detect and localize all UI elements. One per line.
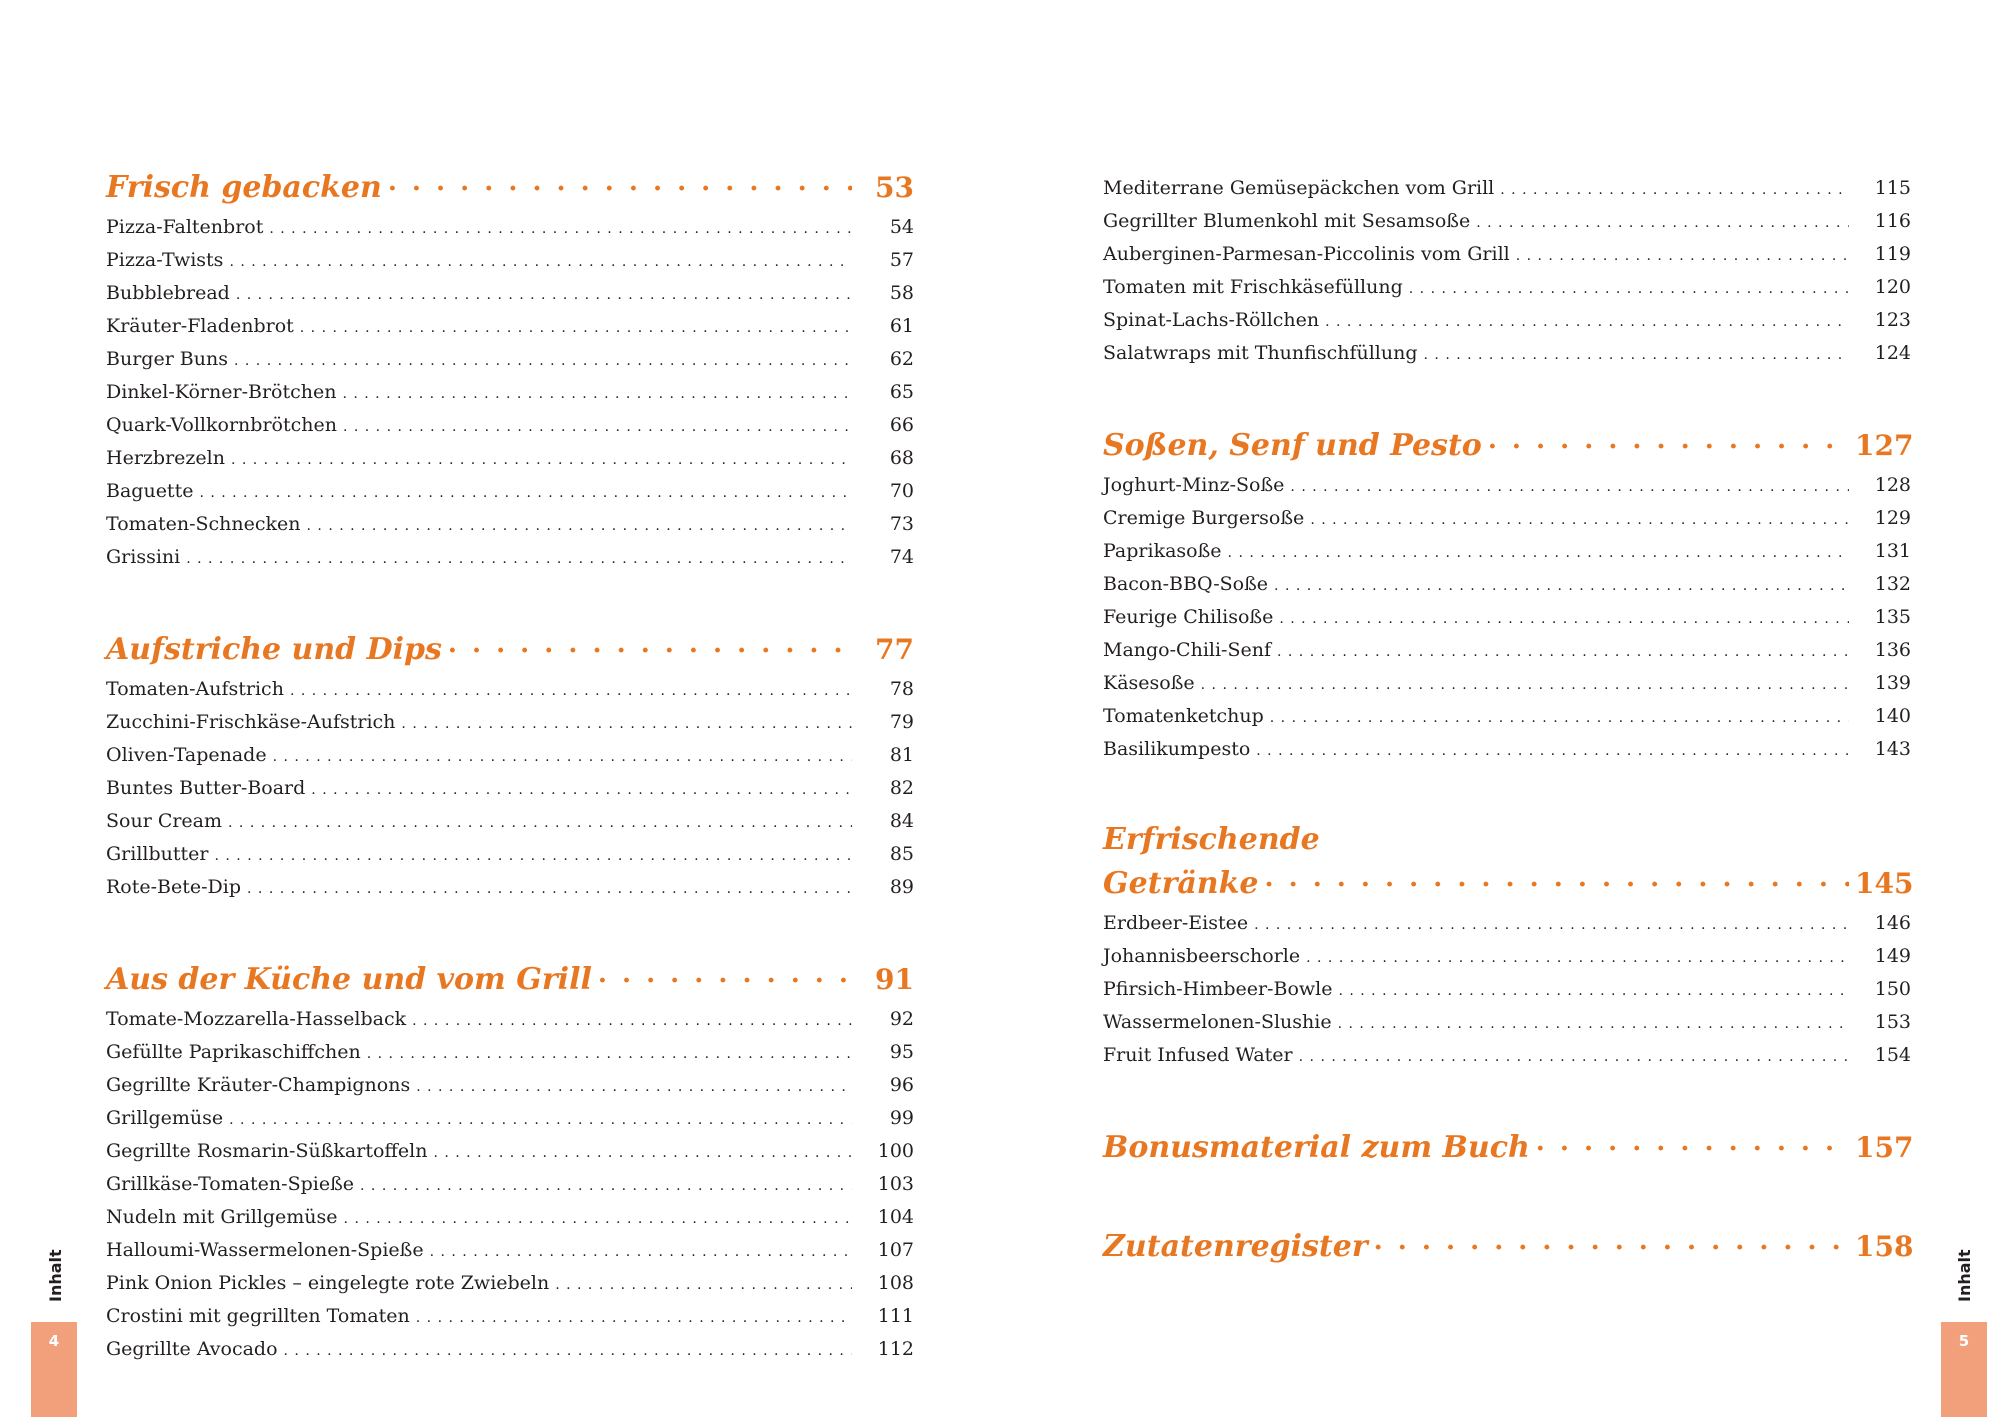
dot-leader	[300, 313, 852, 344]
page-ref: 79	[889, 711, 914, 733]
dot-leader	[1338, 1009, 1849, 1040]
dot-leader	[1265, 862, 1850, 908]
toc-entry[interactable]	[106, 1103, 914, 1136]
page-ref: 158	[1855, 1230, 1914, 1263]
page-ref: 124	[1874, 342, 1911, 364]
entry-title: Zucchini-Frischkäse-Aufstrich	[106, 711, 396, 733]
toc-section	[106, 627, 914, 905]
entry-title: Bubblebread	[106, 282, 230, 304]
entry-title: Crostini mit gegrillten Tomaten	[106, 1305, 410, 1327]
entry-title: Feurige Chilisoße	[1103, 606, 1274, 628]
entry-title: Bacon-BBQ-Soße	[1103, 573, 1269, 595]
dot-leader	[234, 346, 852, 377]
dot-leader	[231, 445, 852, 476]
dot-leader	[229, 247, 852, 278]
page-ref: 57	[889, 249, 914, 271]
toc-entry[interactable]	[1103, 272, 1911, 305]
toc-entry[interactable]	[106, 212, 914, 245]
page-ref: 132	[1874, 573, 1911, 595]
entry-title: Pizza-Twists	[106, 249, 224, 271]
dot-leader	[1270, 703, 1849, 734]
toc-entry[interactable]	[106, 1268, 914, 1301]
toc-entry[interactable]	[106, 1136, 914, 1169]
dot-leader	[360, 1171, 852, 1202]
section-title: Aus der Küche und vom Grill	[106, 962, 592, 997]
page-ref: 85	[889, 843, 914, 865]
dot-leader	[1424, 340, 1849, 371]
page-ref: 128	[1874, 474, 1911, 496]
dot-leader	[269, 214, 852, 245]
page-ref: 111	[877, 1305, 914, 1327]
entry-title: Pfirsich-Himbeer-Bowle	[1103, 978, 1333, 1000]
page-tab-left	[31, 1322, 77, 1417]
dot-leader	[416, 1072, 852, 1103]
entry-title: Tomaten-Schnecken	[106, 513, 301, 535]
section-title: Getränke	[1103, 866, 1259, 901]
page-ref: 140	[1874, 705, 1911, 727]
toc-entry[interactable]	[106, 1301, 914, 1334]
dot-leader	[1228, 538, 1849, 569]
dot-leader	[199, 478, 852, 509]
entry-title: Joghurt-Minz-Soße	[1103, 474, 1285, 496]
page-ref: 103	[877, 1173, 914, 1195]
dot-leader	[1338, 976, 1849, 1007]
dot-leader	[1374, 1225, 1849, 1271]
page-ref: 150	[1874, 978, 1911, 1000]
entry-title: Gefüllte Paprikaschiffchen	[106, 1041, 361, 1063]
toc-entry[interactable]	[106, 1334, 914, 1367]
page-ref: 135	[1874, 606, 1911, 628]
entry-title: Grillbutter	[106, 843, 209, 865]
page-ref: 66	[889, 414, 914, 436]
page-ref: 153	[1874, 1011, 1911, 1033]
entry-title: Gegrillte Rosmarin-Süßkartoffeln	[106, 1140, 428, 1162]
page-ref: 73	[889, 513, 914, 535]
page-ref: 65	[889, 381, 914, 403]
page-ref: 99	[889, 1107, 914, 1129]
toc-entry[interactable]	[1103, 173, 1911, 206]
entry-title: Käsesoße	[1103, 672, 1195, 694]
entry-title: Kräuter-Fladenbrot	[106, 315, 294, 337]
page-ref: 123	[1874, 309, 1911, 331]
entry-title: Tomate-Mozzarella-Hasselback	[106, 1008, 407, 1030]
page-ref: 104	[877, 1206, 914, 1228]
section-heading[interactable]	[106, 957, 914, 1004]
page-ref: 120	[1874, 276, 1911, 298]
dot-leader	[1299, 1042, 1849, 1073]
section-heading[interactable]	[106, 165, 914, 212]
dot-leader	[236, 280, 852, 311]
dot-leader	[412, 1006, 852, 1037]
page-ref: 107	[877, 1239, 914, 1261]
entry-title: Buntes Butter-Board	[106, 777, 306, 799]
dot-leader	[1488, 424, 1849, 470]
page-number-left: 4	[48, 1332, 60, 1350]
entry-title: Wassermelonen-Slushie	[1103, 1011, 1332, 1033]
toc-entry[interactable]	[106, 806, 914, 839]
toc-entry[interactable]	[1103, 602, 1911, 635]
toc-entry[interactable]	[106, 773, 914, 806]
toc-entry[interactable]	[1103, 239, 1911, 272]
page-ref: 53	[875, 171, 914, 204]
entry-title: Pizza-Faltenbrot	[106, 216, 264, 238]
dot-leader	[388, 166, 852, 212]
entry-title: Cremige Burgersoße	[1103, 507, 1305, 529]
toc-entry[interactable]	[106, 1037, 914, 1070]
entry-title: Dinkel-Körner-Brötchen	[106, 381, 337, 403]
toc-entry[interactable]	[106, 410, 914, 443]
page-ref: 77	[875, 633, 914, 666]
page-ref: 157	[1855, 1131, 1914, 1164]
toc-entry[interactable]	[106, 872, 914, 905]
section-heading[interactable]	[1103, 423, 1914, 470]
dot-leader	[401, 709, 852, 740]
entry-title: Spinat-Lachs-Röllchen	[1103, 309, 1320, 331]
page-ref: 58	[889, 282, 914, 304]
page-ref: 154	[1874, 1044, 1911, 1066]
dot-leader	[1277, 637, 1849, 668]
toc-section	[1103, 1125, 1914, 1172]
toc-section	[106, 165, 914, 575]
entry-title: Gegrillte Avocado	[106, 1338, 278, 1360]
page-ref: 139	[1874, 672, 1911, 694]
toc-entry[interactable]	[1103, 1007, 1911, 1040]
page-ref: 96	[889, 1074, 914, 1096]
dot-leader	[1310, 505, 1849, 536]
dot-leader	[342, 379, 852, 410]
page-tab-right	[1941, 1322, 1987, 1417]
dot-leader	[1279, 604, 1849, 635]
dot-leader	[273, 742, 852, 773]
section-title: Zutatenregister	[1103, 1229, 1368, 1264]
dot-leader	[290, 676, 852, 707]
entry-title: Grillkäse-Tomaten-Spieße	[106, 1173, 355, 1195]
dot-leader	[416, 1303, 852, 1334]
page-ref: 81	[889, 744, 914, 766]
toc-entry[interactable]	[1103, 503, 1911, 536]
dot-leader	[228, 808, 852, 839]
dot-leader	[1536, 1126, 1849, 1172]
toc-entry[interactable]	[106, 1070, 914, 1103]
entry-title: Nudeln mit Grillgemüse	[106, 1206, 338, 1228]
toc-section	[1103, 819, 1914, 1073]
toc-entry[interactable]	[1103, 635, 1911, 668]
page-ref: 115	[1874, 177, 1911, 199]
page-ref: 78	[889, 678, 914, 700]
dot-leader	[1325, 307, 1849, 338]
toc-entry[interactable]	[106, 542, 914, 575]
entry-title: Mediterrane Gemüsepäckchen vom Grill	[1103, 177, 1495, 199]
toc-entry[interactable]	[106, 674, 914, 707]
section-heading[interactable]	[1103, 861, 1914, 908]
entry-title: Auberginen-Parmesan-Piccolinis vom Grill	[1103, 243, 1510, 265]
toc-entry[interactable]	[106, 377, 914, 410]
section-title-line1: Erfrischende	[1103, 822, 1320, 857]
dot-leader	[598, 958, 852, 1004]
entry-title: Herzbrezeln	[106, 447, 225, 469]
page-ref: 89	[889, 876, 914, 898]
entry-title: Halloumi-Wassermelonen-Spieße	[106, 1239, 424, 1261]
toc-section	[1103, 1224, 1914, 1271]
page-ref: 116	[1874, 210, 1911, 232]
entry-title: Johannisbeerschorle	[1103, 945, 1301, 967]
toc-entry[interactable]	[1103, 305, 1911, 338]
dot-leader	[215, 841, 853, 872]
toc-entry[interactable]	[1103, 668, 1911, 701]
page-ref: 136	[1874, 639, 1911, 661]
toc-entry[interactable]	[1103, 569, 1911, 602]
left-page-toc	[106, 165, 914, 1419]
dot-leader	[229, 1105, 852, 1136]
section-heading[interactable]	[1103, 1125, 1914, 1172]
page-ref: 74	[889, 546, 914, 568]
toc-entry[interactable]	[1103, 206, 1911, 239]
dot-leader	[247, 874, 852, 905]
dot-leader	[1274, 571, 1849, 602]
section-heading[interactable]	[1103, 1224, 1914, 1271]
dot-leader	[433, 1138, 852, 1169]
dot-leader	[1476, 208, 1849, 239]
page-ref: 131	[1874, 540, 1911, 562]
page-ref: 54	[889, 216, 914, 238]
page-ref: 146	[1874, 912, 1911, 934]
toc-entry[interactable]	[106, 443, 914, 476]
entry-title: Salatwraps mit Thunfischfüllung	[1103, 342, 1418, 364]
page-ref: 100	[877, 1140, 914, 1162]
toc-entry[interactable]	[1103, 536, 1911, 569]
toc-entry[interactable]	[106, 476, 914, 509]
toc-entry[interactable]	[1103, 338, 1911, 371]
toc-entry[interactable]	[106, 245, 914, 278]
page-ref: 62	[889, 348, 914, 370]
toc-section	[1103, 423, 1914, 767]
page-ref: 145	[1855, 867, 1914, 900]
entry-title: Tomaten mit Frischkäsefüllung	[1103, 276, 1403, 298]
toc-entry[interactable]	[106, 1169, 914, 1202]
toc-entry[interactable]	[1103, 734, 1911, 767]
page-ref: 92	[889, 1008, 914, 1030]
dot-leader	[555, 1270, 852, 1301]
side-label-left: Inhalt	[46, 1249, 65, 1302]
toc-entry[interactable]	[106, 1004, 914, 1037]
toc-entry[interactable]	[1103, 701, 1911, 734]
page-number-right: 5	[1958, 1332, 1970, 1350]
page-ref: 112	[877, 1338, 914, 1360]
entry-title: Grissini	[106, 546, 181, 568]
page-ref: 95	[889, 1041, 914, 1063]
toc-entry[interactable]	[106, 278, 914, 311]
toc-entry[interactable]	[106, 740, 914, 773]
page-ref: 129	[1874, 507, 1911, 529]
toc-entry[interactable]	[106, 311, 914, 344]
dot-leader	[311, 775, 852, 806]
page-ref: 68	[889, 447, 914, 469]
dot-leader	[1500, 175, 1849, 206]
dot-leader	[1254, 910, 1849, 941]
section-title: Aufstriche und Dips	[106, 632, 442, 667]
entry-title: Grillgemüse	[106, 1107, 224, 1129]
dot-leader	[1256, 736, 1849, 767]
toc-entry[interactable]	[106, 839, 914, 872]
entry-title: Tomaten-Aufstrich	[106, 678, 284, 700]
page-ref: 127	[1855, 429, 1914, 462]
dot-leader	[1290, 472, 1849, 503]
dot-leader	[1516, 241, 1849, 272]
dot-leader	[284, 1336, 852, 1367]
dot-leader	[1409, 274, 1849, 305]
dot-leader	[307, 511, 852, 542]
page-ref: 91	[875, 963, 914, 996]
page-ref: 119	[1874, 243, 1911, 265]
entry-title: Gegrillter Blumenkohl mit Sesamsoße	[1103, 210, 1471, 232]
dot-leader	[1306, 943, 1849, 974]
side-label-right: Inhalt	[1955, 1249, 1974, 1302]
section-title: Frisch gebacken	[106, 170, 382, 205]
entry-title: Tomatenketchup	[1103, 705, 1264, 727]
entry-title: Quark-Vollkornbrötchen	[106, 414, 337, 436]
entry-title: Burger Buns	[106, 348, 228, 370]
toc-section	[1103, 173, 1911, 371]
entry-title: Paprikasoße	[1103, 540, 1222, 562]
entry-title: Gegrillte Kräuter-Champignons	[106, 1074, 411, 1096]
toc-entry[interactable]	[1103, 470, 1911, 503]
page-ref: 61	[889, 315, 914, 337]
toc-entry[interactable]	[1103, 908, 1911, 941]
entry-title: Pink Onion Pickles – eingelegte rote Zwiebeln	[106, 1272, 550, 1294]
page-ref: 70	[889, 480, 914, 502]
dot-leader	[1201, 670, 1849, 701]
toc-entry[interactable]	[106, 1235, 914, 1268]
dot-leader	[367, 1039, 852, 1070]
entry-title: Erdbeer-Eistee	[1103, 912, 1249, 934]
toc-entry[interactable]	[1103, 1040, 1911, 1073]
entry-title: Mango-Chili-Senf	[1103, 639, 1271, 661]
entry-title: Fruit Infused Water	[1103, 1044, 1293, 1066]
dot-leader	[430, 1237, 852, 1268]
section-title: Soßen, Senf und Pesto	[1103, 428, 1482, 463]
entry-title: Baguette	[106, 480, 194, 502]
toc-entry[interactable]	[106, 1202, 914, 1235]
dot-leader	[186, 544, 852, 575]
dot-leader	[448, 628, 852, 674]
entry-title: Basilikumpesto	[1103, 738, 1251, 760]
dot-leader	[344, 1204, 852, 1235]
entry-title: Sour Cream	[106, 810, 223, 832]
page-ref: 149	[1874, 945, 1911, 967]
toc-entry[interactable]	[106, 344, 914, 377]
toc-entry[interactable]	[1103, 974, 1911, 1007]
page-ref: 82	[889, 777, 914, 799]
section-title: Bonusmaterial zum Buch	[1103, 1130, 1530, 1165]
section-heading[interactable]	[106, 627, 914, 674]
toc-section	[106, 957, 914, 1367]
page-ref: 108	[877, 1272, 914, 1294]
toc-entry[interactable]	[106, 707, 914, 740]
entry-title: Rote-Bete-Dip	[106, 876, 242, 898]
page-ref: 84	[889, 810, 914, 832]
toc-entry[interactable]	[1103, 941, 1911, 974]
right-page-toc	[1103, 165, 1914, 1323]
page-ref: 143	[1874, 738, 1911, 760]
dot-leader	[343, 412, 852, 443]
entry-title: Oliven-Tapenade	[106, 744, 267, 766]
toc-entry[interactable]	[106, 509, 914, 542]
